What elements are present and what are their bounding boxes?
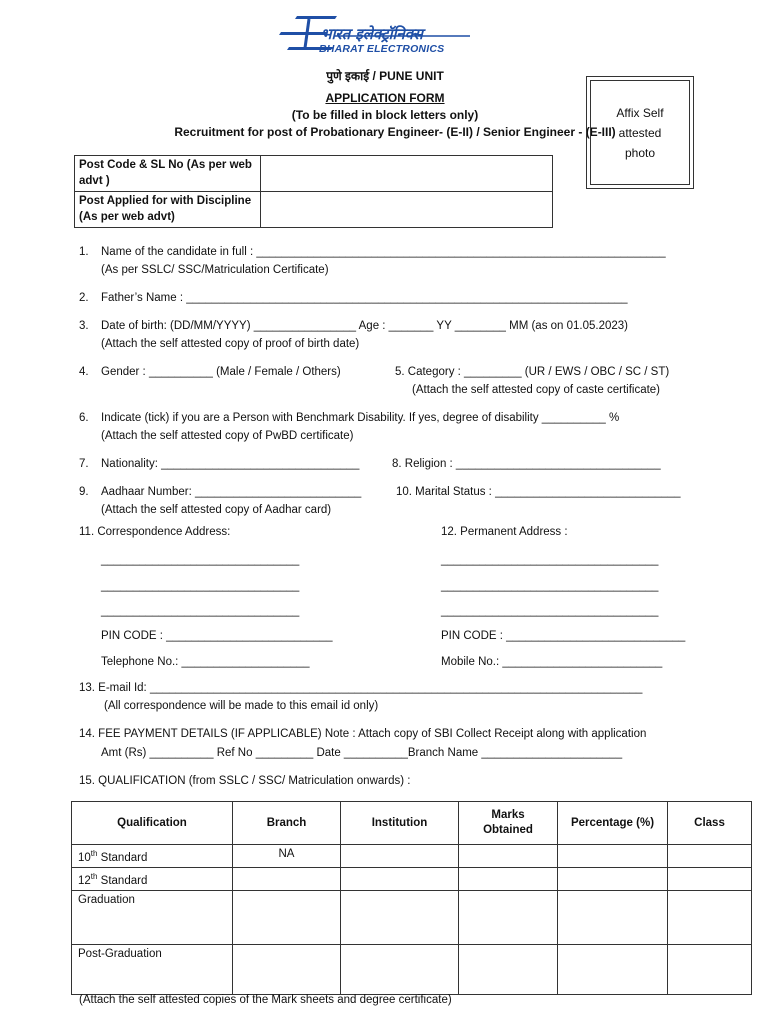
ordinal-suffix: th bbox=[90, 871, 98, 881]
post-table bbox=[74, 155, 553, 228]
marks-cell[interactable] bbox=[459, 867, 558, 890]
qualification-rest: Standard bbox=[97, 851, 148, 864]
nationality-field[interactable]: Nationality: _______________________________ bbox=[101, 458, 360, 470]
class-cell[interactable] bbox=[668, 867, 752, 890]
percentage-cell[interactable] bbox=[558, 944, 668, 994]
table-row bbox=[72, 890, 752, 944]
post-code-field[interactable] bbox=[261, 156, 553, 192]
percentage-cell[interactable] bbox=[558, 890, 668, 944]
correspondence-pin-field[interactable]: PIN CODE : __________________________ bbox=[101, 630, 333, 642]
telephone-field[interactable]: Telephone No.: ____________________ bbox=[101, 656, 310, 668]
photo-box[interactable] bbox=[586, 76, 694, 189]
post-applied-field[interactable] bbox=[261, 192, 553, 228]
qualification-cell bbox=[72, 845, 233, 868]
col-branch: Branch bbox=[233, 802, 341, 845]
marital-status-field[interactable]: 10. Marital Status : _____________________________ bbox=[396, 486, 681, 498]
photo-label-3: photo bbox=[624, 145, 656, 160]
field-6-number: 6. bbox=[79, 412, 89, 424]
col-percentage: Percentage (%) bbox=[558, 802, 668, 845]
col-institution: Institution bbox=[341, 802, 459, 845]
category-note: (Attach the self attested copy of caste certificate) bbox=[412, 384, 661, 396]
qualification-cell: Graduation bbox=[72, 890, 233, 944]
institution-cell[interactable] bbox=[341, 890, 459, 944]
mobile-field[interactable]: Mobile No.: _________________________ bbox=[441, 656, 663, 668]
percentage-cell[interactable] bbox=[558, 845, 668, 868]
qualification-label: 15. QUALIFICATION (from SSLC / SSC/ Matriculation onwards) : bbox=[79, 775, 411, 787]
permanent-address-line-2[interactable]: __________________________________ bbox=[441, 580, 659, 592]
field-9-number: 9. bbox=[79, 486, 89, 498]
ordinal-suffix: th bbox=[90, 849, 98, 858]
field-4-number: 4. bbox=[79, 366, 89, 378]
table-row bbox=[72, 944, 752, 994]
form-subtitle: (To be filled in block letters only) bbox=[291, 108, 479, 122]
class-cell[interactable] bbox=[668, 890, 752, 944]
logo-hindi-text: भारत इलेक्ट्रॉनिक्स bbox=[321, 25, 423, 43]
qualification-number: 12 bbox=[78, 874, 91, 887]
table-row bbox=[72, 845, 752, 868]
col-class: Class bbox=[668, 802, 752, 845]
email-field[interactable]: 13. E-mail Id: _____________________________________________________________________________ bbox=[79, 682, 643, 694]
qualification-header-row bbox=[72, 802, 752, 845]
class-cell[interactable] bbox=[668, 845, 752, 868]
institution-cell[interactable] bbox=[341, 845, 459, 868]
field-1-number: 1. bbox=[79, 246, 89, 258]
religion-field[interactable]: 8. Religion : ________________________________ bbox=[392, 458, 661, 470]
logo-english-text: BHARAT ELECTRONICS bbox=[319, 43, 445, 55]
post-applied-row bbox=[75, 192, 553, 228]
institution-cell[interactable] bbox=[341, 867, 459, 890]
correspondence-address-line-2[interactable]: _______________________________ bbox=[101, 580, 300, 592]
fee-payment-fields[interactable]: Amt (Rs) __________ Ref No _________ Date __________Branch Name ______________________ bbox=[101, 747, 623, 759]
branch-cell[interactable] bbox=[233, 867, 341, 890]
date-of-birth-note: (Attach the self attested copy of proof of birth date) bbox=[101, 338, 360, 350]
candidate-name-note: (As per SSLC/ SSC/Matriculation Certificate) bbox=[101, 264, 329, 276]
gender-field[interactable]: Gender : __________ (Male / Female / Others) bbox=[101, 366, 341, 378]
unit-title: पुणे इकाई / PUNE UNIT bbox=[326, 69, 444, 83]
recruitment-title: Recruitment for post of Probationary Engineer- (E-II) / Senior Engineer - (E-III) bbox=[174, 125, 616, 139]
class-cell[interactable] bbox=[668, 944, 752, 994]
institution-cell[interactable] bbox=[341, 944, 459, 994]
disability-note: (Attach the self attested copy of PwBD certificate) bbox=[101, 430, 354, 442]
email-note: (All correspondence will be made to this email id only) bbox=[104, 700, 379, 712]
aadhaar-note: (Attach the self attested copy of Aadhar card) bbox=[101, 504, 332, 516]
bel-logo bbox=[275, 12, 475, 58]
correspondence-address-line-3[interactable]: _______________________________ bbox=[101, 605, 300, 617]
disability-field[interactable]: Indicate (tick) if you are a Person with Benchmark Disability. If yes, degree of disability __________ % bbox=[101, 412, 620, 424]
fee-payment-label: 14. FEE PAYMENT DETAILS (IF APPLICABLE) Note : Attach copy of SBI Collect Receipt along with application bbox=[79, 728, 647, 740]
aadhaar-field[interactable]: Aadhaar Number: __________________________ bbox=[101, 486, 362, 498]
field-2-number: 2. bbox=[79, 292, 89, 304]
form-title: APPLICATION FORM bbox=[325, 91, 445, 105]
date-of-birth-field[interactable]: Date of birth: (DD/MM/YYYY) ________________ Age : _______ YY ________ MM (as on 01.05.2023) bbox=[101, 320, 629, 332]
photo-label-2: attested bbox=[618, 125, 662, 140]
branch-cell[interactable] bbox=[233, 890, 341, 944]
post-code-row bbox=[75, 156, 553, 192]
field-7-number: 7. bbox=[79, 458, 89, 470]
qualification-rest: Standard bbox=[97, 874, 148, 887]
table-row bbox=[72, 867, 752, 890]
branch-cell[interactable] bbox=[233, 944, 341, 994]
percentage-cell[interactable] bbox=[558, 867, 668, 890]
permanent-address-line-1[interactable]: __________________________________ bbox=[441, 554, 659, 566]
col-qualification: Qualification bbox=[72, 802, 233, 845]
marks-cell[interactable] bbox=[459, 890, 558, 944]
category-field[interactable]: 5. Category : _________ (UR / EWS / OBC / SC / ST) bbox=[395, 366, 670, 378]
permanent-address-line-3[interactable]: __________________________________ bbox=[441, 605, 659, 617]
post-applied-label: Post Applied for with Discipline (As per web advt) bbox=[75, 192, 261, 228]
permanent-address-label: 12. Permanent Address : bbox=[441, 526, 568, 538]
correspondence-address-label: 11. Correspondence Address: bbox=[79, 526, 231, 538]
post-code-label: Post Code & SL No (As per web advt ) bbox=[75, 156, 261, 192]
qualification-cell: Post-Graduation bbox=[72, 944, 233, 994]
col-marks-obtained: Marks Obtained bbox=[459, 802, 558, 845]
qualification-number: 10 bbox=[78, 851, 91, 864]
correspondence-address-line-1[interactable]: _______________________________ bbox=[101, 554, 300, 566]
candidate-name-field[interactable]: Name of the candidate in full : ________________________________________________________________ bbox=[101, 246, 666, 258]
father-name-field[interactable]: Father’s Name : _____________________________________________________________________ bbox=[101, 292, 628, 304]
marks-cell[interactable] bbox=[459, 845, 558, 868]
permanent-pin-field[interactable]: PIN CODE : ____________________________ bbox=[441, 630, 686, 642]
branch-cell[interactable]: NA bbox=[233, 845, 341, 868]
photo-label-1: Affix Self bbox=[616, 105, 664, 120]
footer-note: (Attach the self attested copies of the Mark sheets and degree certificate) bbox=[79, 994, 452, 1006]
marks-cell[interactable] bbox=[459, 944, 558, 994]
qualification-cell bbox=[72, 867, 233, 890]
field-3-number: 3. bbox=[79, 320, 89, 332]
qualification-table bbox=[71, 801, 752, 995]
